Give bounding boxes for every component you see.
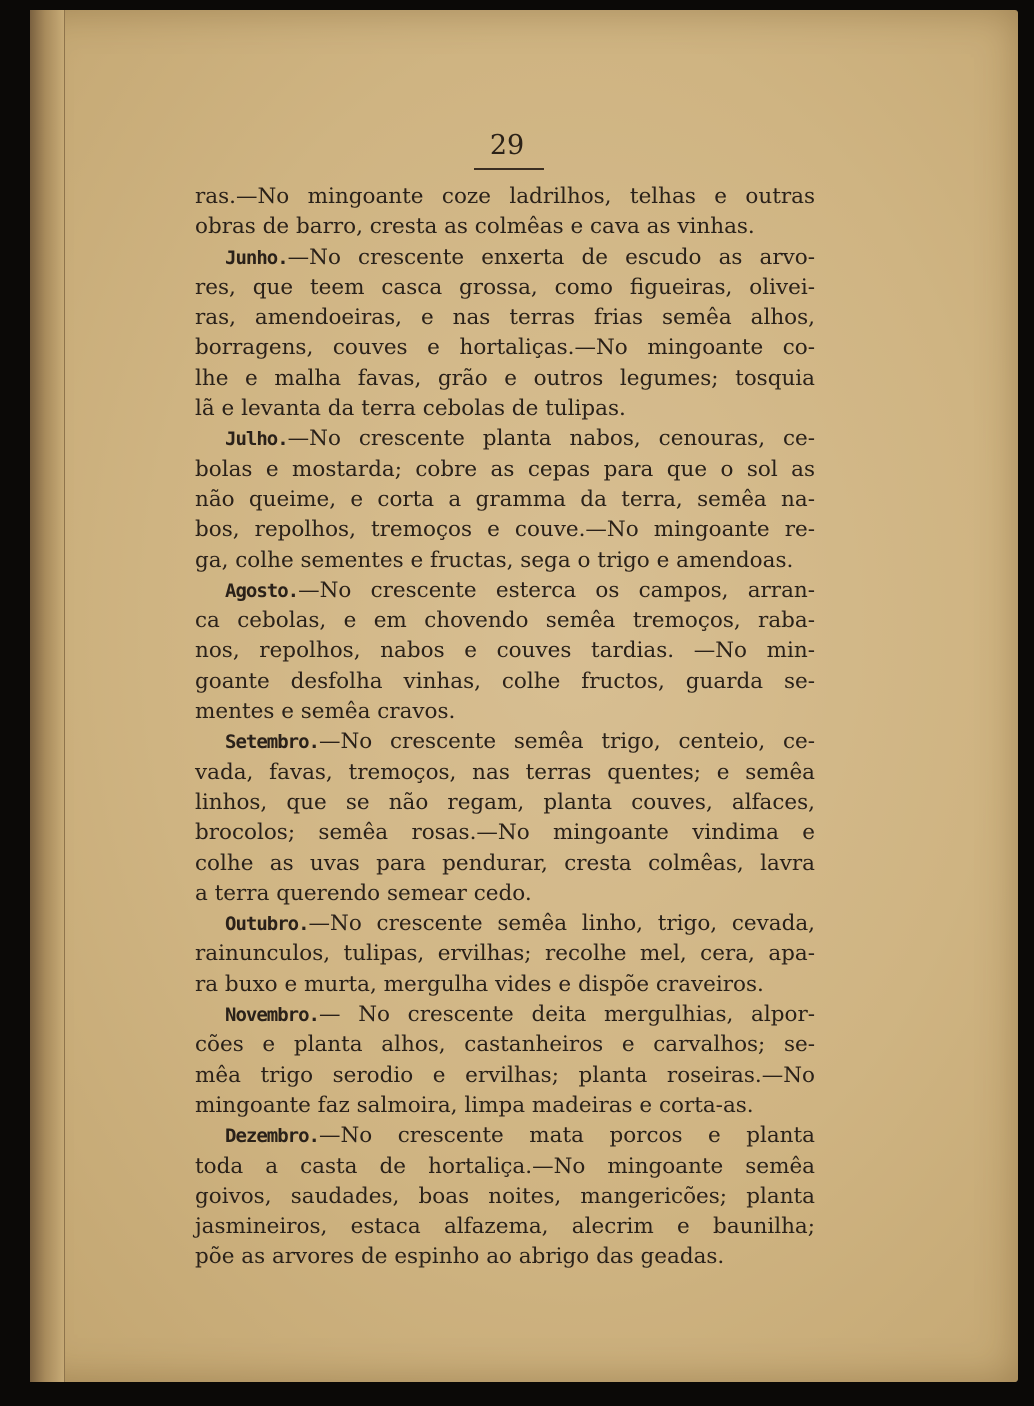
line-text: ras, amendoeiras, e nas terras frias semêa alhos,: [195, 305, 815, 331]
line-text: jasmineiros, estaca alfazema, alecrim e baunilha;: [195, 1214, 815, 1240]
text-line: [195, 1242, 815, 1272]
line-text: ras.—No mingoante coze ladrilhos, telhas e outras: [195, 184, 815, 209]
line-text: mingoante faz salmoira, limpa madeiras e corta-as.: [195, 1092, 754, 1118]
line-text: —No crescente semêa trigo, centeio, ce-: [318, 729, 815, 755]
page-number: 29: [489, 130, 525, 161]
text-line: [195, 758, 815, 788]
line-text: bolas e mostarda; cobre as cepas para que o sol as: [195, 456, 815, 482]
line-text: mentes e semêa cravos.: [195, 699, 456, 725]
text-line: [195, 606, 815, 636]
line-text: toda a casta de hortaliça.—No mingoante semêa: [195, 1153, 815, 1179]
text-line: [195, 1000, 815, 1030]
month-heading: Agosto.: [225, 579, 299, 602]
line-text: —No crescente enxerta de escudo as arvo-: [287, 244, 815, 270]
text-line: [195, 1152, 815, 1182]
text-line: [195, 1030, 815, 1060]
line-text: lhe e malha favas, grão e outros legumes; tosquia: [195, 365, 815, 391]
line-text: res, que teem casca grossa, como figueiras, olivei-: [195, 274, 815, 300]
line-text: — No crescente deita mergulhias, alpor-: [318, 1002, 815, 1028]
book-page: [30, 10, 1018, 1382]
text-line: [195, 182, 815, 212]
line-text: lã e levanta da terra cebolas de tulipas.: [195, 396, 626, 422]
text-line: [195, 1182, 815, 1212]
text-line: [195, 485, 815, 515]
text-line: [195, 424, 815, 454]
month-heading: Dezembro.: [225, 1125, 319, 1148]
line-text: cões e planta alhos, castanheiros e carvalhos; se-: [195, 1032, 815, 1058]
text-line: [195, 970, 815, 1000]
month-heading: Julho.: [225, 428, 288, 451]
page-gutter: [30, 10, 65, 1382]
text-line: [195, 273, 815, 303]
line-text: ga, colhe sementes e fructas, sega o trigo e amendoas.: [195, 547, 794, 573]
line-text: rainunculos, tulipas, ervilhas; recolhe mel, cera, apa-: [195, 941, 815, 967]
text-line: [195, 455, 815, 485]
line-text: mêa trigo serodio e ervilhas; planta roseiras.—No: [195, 1062, 815, 1088]
text-line: [195, 364, 815, 394]
text-line: [195, 546, 815, 576]
text-line: [195, 333, 815, 363]
line-text: ca cebolas, e em chovendo semêa tremoços, raba-: [195, 608, 815, 634]
text-line: [195, 212, 815, 242]
text-line: [195, 243, 815, 273]
line-text: —No crescente esterca os campos, arran-: [298, 577, 815, 603]
text-line: [195, 303, 815, 333]
line-text: —No crescente semêa linho, trigo, cevada,: [308, 911, 815, 937]
text-line: [195, 1091, 815, 1121]
text-line: [195, 394, 815, 424]
line-text: linhos, que se não regam, planta couves, alfaces,: [195, 789, 815, 815]
line-text: bos, repolhos, tremoços e couve.—No mingoante re-: [195, 517, 815, 543]
line-text: obras de barro, cresta as colmêas e cava as vinhas.: [195, 214, 755, 240]
month-heading: Outubro.: [225, 913, 309, 936]
line-text: goante desfolha vinhas, colhe fructos, guarda se-: [195, 668, 815, 694]
line-text: vada, favas, tremoços, nas terras quentes; e semêa: [195, 759, 815, 785]
line-text: colhe as uvas para pendurar, cresta colmêas, lavra: [195, 850, 815, 876]
line-text: ra buxo e murta, mergulha vides e dispõe craveiros.: [195, 971, 764, 997]
line-text: nos, repolhos, nabos e couves tardias. —No min-: [195, 638, 815, 664]
text-line: [195, 1121, 815, 1151]
text-line: [195, 515, 815, 545]
text-line: [195, 576, 815, 606]
text-line: [195, 667, 815, 697]
text-line: [195, 939, 815, 969]
line-text: goivos, saudades, boas noites, mangericões; planta: [195, 1183, 815, 1209]
month-heading: Novembro.: [225, 1004, 319, 1027]
text-line: [195, 788, 815, 818]
line-text: a terra querendo semear cedo.: [195, 880, 532, 906]
text-line: [195, 1061, 815, 1091]
text-line: [195, 697, 815, 727]
text-line: [195, 909, 815, 939]
body-text: [195, 182, 815, 1273]
text-line: [195, 849, 815, 879]
text-line: [195, 636, 815, 666]
month-heading: Setembro.: [225, 731, 319, 754]
text-line: [195, 1212, 815, 1242]
line-text: brocolos; semêa rosas.—No mingoante vindima e: [195, 820, 815, 846]
text-line: [195, 818, 815, 848]
text-line: [195, 727, 815, 757]
line-text: põe as arvores de espinho ao abrigo das geadas.: [195, 1244, 725, 1270]
line-text: —No crescente planta nabos, cenouras, ce-: [287, 426, 815, 452]
line-text: borragens, couves e hortaliças.—No mingoante co-: [195, 335, 815, 361]
page-number-rule: [474, 168, 544, 170]
text-line: [195, 879, 815, 909]
line-text: não queime, e corta a gramma da terra, semêa na-: [195, 486, 815, 512]
month-heading: Junho.: [225, 246, 288, 269]
line-text: —No crescente mata porcos e planta: [318, 1123, 815, 1149]
